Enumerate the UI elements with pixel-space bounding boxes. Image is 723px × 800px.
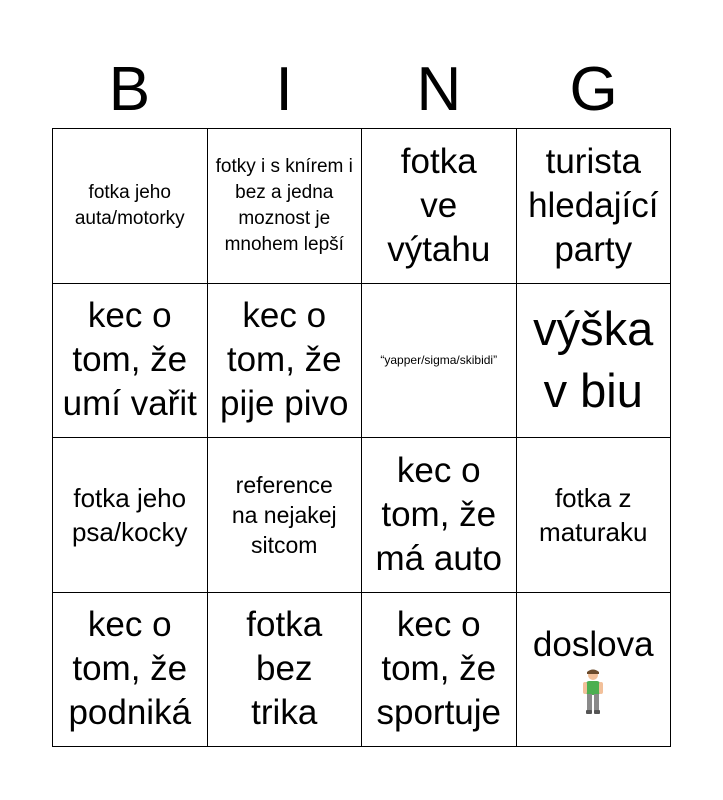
cell-text: kec o tom, že má auto xyxy=(375,450,502,578)
person-standing-icon xyxy=(582,669,604,715)
cell-text: doslova xyxy=(532,625,654,665)
bingo-cell[interactable] xyxy=(53,284,208,439)
header-letter-g: G xyxy=(569,55,618,124)
bingo-cell[interactable] xyxy=(208,438,363,593)
cell-text: reference na nejakej sitcom xyxy=(231,471,337,558)
bingo-cell[interactable] xyxy=(517,438,672,593)
cell-text: “yapper/sigma/skibidi” xyxy=(380,353,498,368)
bingo-board xyxy=(52,128,671,747)
cell-text: kec o tom, že sportuje xyxy=(376,605,502,733)
header-letter-n: N xyxy=(416,55,462,124)
cell-text: výška v biu xyxy=(533,302,654,418)
header-letter-b: B xyxy=(108,55,151,124)
bingo-cell[interactable] xyxy=(517,129,672,284)
bingo-cell[interactable] xyxy=(208,593,363,748)
doslova-content xyxy=(533,623,654,715)
cell-text: kec o tom, že umí vařit xyxy=(62,296,197,424)
header-letter-i: I xyxy=(275,55,293,124)
bingo-cell[interactable] xyxy=(53,593,208,748)
cell-text: fotka jeho psa/kocky xyxy=(71,482,188,547)
bingo-cell[interactable] xyxy=(517,284,672,439)
cell-text: fotka jeho auta/motorky xyxy=(74,181,185,229)
cell-text: turista hledající party xyxy=(528,141,659,269)
cell-text: fotka bez trika xyxy=(246,605,323,733)
cell-text: fotky i s knírem i bez a jedna moznost je mnohem lepší xyxy=(215,155,353,255)
bingo-cell[interactable] xyxy=(53,129,208,284)
bingo-cell[interactable] xyxy=(362,129,517,284)
cell-text: kec o tom, že pije pivo xyxy=(220,296,349,424)
cell-text: kec o tom, že podniká xyxy=(68,605,192,733)
bingo-cell[interactable] xyxy=(517,593,672,748)
bingo-cell[interactable] xyxy=(362,284,517,439)
bingo-cell[interactable] xyxy=(362,593,517,748)
bingo-cell[interactable] xyxy=(208,129,363,284)
cell-text: fotka ve výtahu xyxy=(387,141,491,269)
bingo-header xyxy=(52,52,671,128)
bingo-cell[interactable] xyxy=(53,438,208,593)
cell-text: fotka z maturaku xyxy=(539,482,648,547)
bingo-cell[interactable] xyxy=(362,438,517,593)
bingo-cell[interactable] xyxy=(208,284,363,439)
